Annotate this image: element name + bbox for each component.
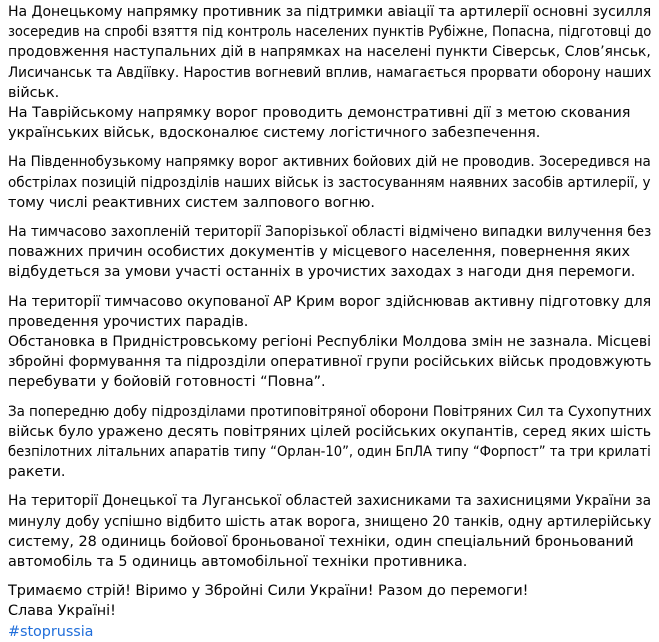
text-line: поважних причин особистих документів у місцевого населення, повернення яких [8,244,630,261]
text-line: тому числі реактивних систем залпового вогню. [8,194,375,211]
text-line: перебувати у бойовій готовності “Повна”. [8,374,326,391]
text-line: На Південнобузькому напрямку ворог активних бойових дій не проводив. Зосередився на [8,154,651,171]
text-line: військ. [8,84,60,101]
text-line: відбудеться за умови участі останніх в урочистих заходах з нагоди дня перемоги. [8,264,636,281]
text-line: На тимчасово захопленій території Запорізької області відмічено випадки вилучення без [8,224,652,241]
text-line: На території тимчасово окупованої АР Крим ворог здійснював активну підготовку для [8,293,652,310]
hashtag-link[interactable]: #stoprussia [8,623,94,640]
text-line: зосередив на спробі взяття під контроль населених пунктів Рубіжне, Попасна, підготовці до [8,24,652,41]
text-line: військ було уражено десять повітряних цілей російських окупантів, серед яких шість [8,423,652,440]
text-line: ракети. [8,464,66,481]
text-line: На Таврійському напрямку ворог проводить демонстративні дії з метою скования [8,105,631,122]
text-line: Тримаємо стрій! Віримо у Збройні Сили України! Разом до перемоги! [8,583,529,600]
paragraph-pivdennobuzky [8,152,651,213]
text-line: обстрілах позицій підрозділів наших військ із застосуванням наявних засобів артилерії, у [8,174,651,191]
text-line: минулу добу успішно відбито шість атак ворога, знищено 20 танків, одну артилерійську [8,513,652,530]
paragraph-air-defense [8,402,651,483]
paragraph-crimea-transnistria [8,292,651,393]
text-line: збройні формування та підрозділи оперативної групи російських військ продовжують [8,354,652,371]
text-line: За попередню добу підрозділами протиповітряної оборони Повітряних Сил та Сухопутних [8,403,652,420]
text-line: На території Донецької та Луганської областей захисниками та захисницями України за [8,493,652,510]
paragraph-zaporizhzhia [8,222,651,283]
text-line: безпілотних літальних апаратів типу “Орлан-10”, один БпЛА типу “Форпост” та три крилаті [8,444,651,461]
paragraph-donetsk-tavria [8,2,651,143]
paragraph-losses [8,491,651,572]
text-line: Лисичанськ та Авдіївку. Наростив вогневий вплив, намагається прорвати оборону наших [8,64,652,81]
text-line: автомобіль та 5 одиниць автомобільної техніки противника. [8,554,468,571]
text-line: Слава Україні! [8,603,116,620]
text-line: На Донецькому напрямку противник за підтримки авіації та артилерії основні зусилля [8,4,652,20]
text-line: українських військ, вдосконалює систему логістичного забезпечення. [8,125,541,142]
paragraph-closing [8,581,651,642]
text-line: Обстановка в Придністровському регіоні Республіки Молдова змін не зазнала. Місцеві [8,334,652,351]
text-line: проведення урочистих парадів. [8,313,249,330]
text-line: продовження наступальних дій в напрямках на населені пункти Сіверськ, Слов’янськ, [8,44,651,61]
text-line: систему, 28 одиниць бойової броньованої техніки, один спеціальний броньований [8,533,634,550]
